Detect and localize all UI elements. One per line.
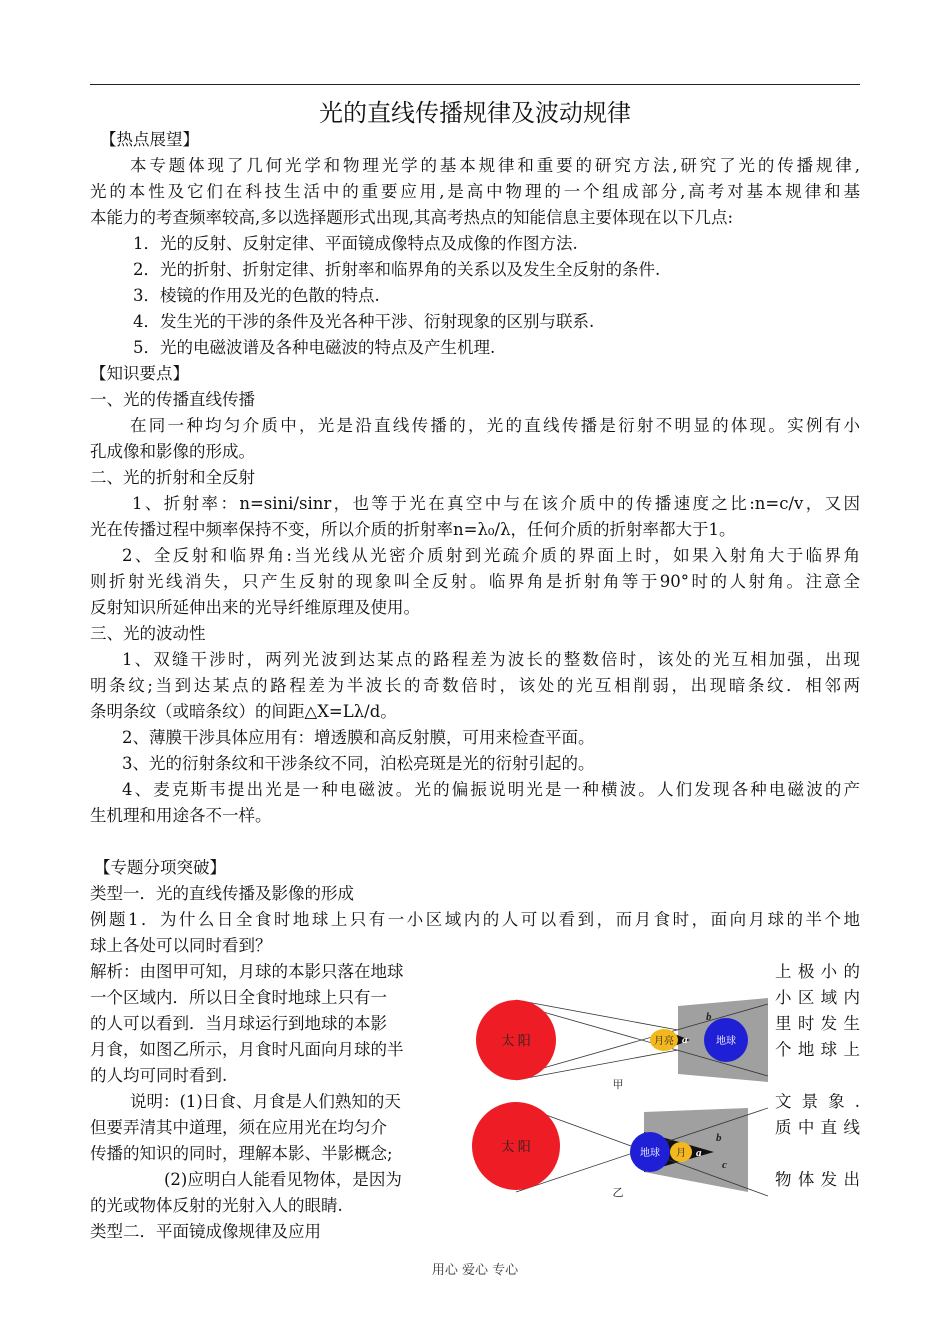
label-a: a (696, 1147, 702, 1159)
caption-jia: 甲 (612, 1079, 624, 1091)
analysis-line: 月食，如图乙所示，月食时凡面向月球的半 (90, 1040, 404, 1059)
note-line-right: 质中直线 (775, 1118, 860, 1137)
note-line: 说明：(1)日食、月食是人们熟知的天 (130, 1092, 401, 1111)
eclipse-figure (468, 996, 768, 1206)
analysis-line: 一个区域内．所以日全食时地球上只有一 (90, 988, 387, 1007)
label-b: b (716, 1132, 722, 1144)
paragraph-line: 3、光的衍射条纹和干涉条纹不同，泊松亮斑是光的衍射引起的。 (122, 754, 595, 773)
solar-eclipse-diagram (476, 998, 768, 1091)
sun-label: 太 阳 (501, 1139, 531, 1154)
sun-label: 太 阳 (501, 1033, 531, 1048)
paragraph-line: 1、双缝干涉时，两列光波到达某点的路程差为波长的整数倍时，该处的光互相加强，出现 (122, 650, 860, 669)
note-line: 但要弄清其中道理，须在应用光在均匀介 (90, 1118, 387, 1137)
paragraph-line: 则折射光线消失，只产生反射的现象叫全反射。临界角是折射角等于90°时的人射角。注意全 (90, 572, 860, 591)
paragraph-line: 2、薄膜干涉具体应用有：增透膜和高反射膜，可用来检查平面。 (122, 728, 595, 747)
label-b: b (706, 1011, 712, 1023)
header-rule (90, 84, 860, 85)
hotspot-point: 1．光的反射、反射定律、平面镜成像特点及成像的作图方法. (133, 234, 578, 253)
paragraph-line: 明条纹;当到达某点的路程差为半波长的奇数倍时，该处的光互相削弱，出现暗条纹．相邻两 (90, 676, 860, 695)
page-title: 光的直线传播规律及波动规律 (319, 99, 631, 127)
type-title: 类型一．光的直线传播及影像的形成 (90, 884, 354, 903)
analysis-line-right: 个地球上 (775, 1040, 860, 1059)
caption-yi: 乙 (612, 1187, 624, 1199)
analysis-line-right: 小区域内 (775, 988, 860, 1007)
analysis-line: 的人均可同时看到. (90, 1066, 228, 1085)
note-line-right: 文景象. (775, 1092, 860, 1111)
hotspot-intro-line: 本能力的考查频率较高,多以选择题形式出现,其高考热点的知能信息主要体现在以下几点: (90, 208, 734, 227)
paragraph-line: 反射知识所延伸出来的光导纤维原理及使用。 (90, 598, 420, 617)
moon-label: 月亮 (654, 1036, 674, 1047)
hotspot-point: 5．光的电磁波谱及各种电磁波的特点及产生机理. (133, 338, 496, 357)
note-line-right: 物体发出 (775, 1170, 860, 1189)
lunar-eclipse-diagram (472, 1102, 768, 1199)
paragraph-line: 条明条纹（或暗条纹）的间距△X=Lλ/d。 (90, 702, 397, 721)
example-line: 球上各处可以同时看到？ (90, 936, 272, 955)
section-title: 二、光的折射和全反射 (90, 468, 255, 487)
section-title: 三、光的波动性 (90, 624, 206, 643)
note-line: 的光或物体反射的光射入人的眼睛. (90, 1196, 343, 1215)
paragraph-line: 1、折射率：n=sini/sinr，也等于光在真空中与在该介质中的传播速度之比:n=c/v，又因 (132, 494, 860, 513)
analysis-line-right: 里时发生 (775, 1014, 860, 1033)
analysis-line: 的人可以看到．当月球运行到地球的本影 (90, 1014, 387, 1033)
hotspot-point: 2．光的折射、折射定律、折射率和临界角的关系以及发生全反射的条件. (133, 260, 661, 279)
paragraph-line: 光在传播过程中频率保持不变，所以介质的折射率n=λ₀/λ，任何介质的折射率都大于1。 (90, 520, 736, 539)
section-title: 一、光的传播直线传播 (90, 390, 255, 409)
note-line: 传播的知识的同时，理解本影、半影概念; (90, 1144, 393, 1163)
earth-label: 地球 (640, 1148, 660, 1159)
paragraph-line: 2、全反射和临界角:当光线从光密介质射到光疏介质的界面上时，如果入射角大于临界角 (122, 546, 860, 565)
moon-label: 月 (676, 1148, 686, 1159)
paragraph-line: 生机理和用途各不一样。 (90, 806, 272, 825)
paragraph-line: 4、麦克斯韦提出光是一种电磁波。光的偏振说明光是一种横波。人们发现各种电磁波的产 (122, 780, 860, 799)
hotspot-point: 3．棱镜的作用及光的色散的特点. (133, 286, 380, 305)
earth-label: 地球 (716, 1036, 736, 1047)
page-footer: 用心 爱心 专心 (431, 1263, 519, 1278)
hotspot-heading: 【热点展望】 (100, 130, 199, 149)
analysis-line: 解析：由图甲可知，月球的本影只落在地球 (90, 962, 404, 981)
type-title: 类型二．平面镜成像规律及应用 (90, 1222, 321, 1241)
note-line: (2)应明白人能看见物体，是因为 (164, 1170, 402, 1189)
paragraph-line: 在同一种均匀介质中，光是沿直线传播的，光的直线传播是衍射不明显的体现。实例有小 (130, 416, 860, 435)
knowledge-heading: 【知识要点】 (90, 364, 189, 383)
hotspot-intro-line: 光的本性及它们在科技生活中的重要应用,是高中物理的一个组成部分,高考对基本规律和基 (90, 182, 860, 201)
analysis-line-right: 上极小的 (775, 962, 860, 981)
hotspot-intro-line: 本专题体现了几何光学和物理光学的基本规律和重要的研究方法,研究了光的传播规律, (130, 156, 860, 175)
label-a: a (682, 1034, 688, 1046)
paragraph-line: 孔成像和影像的形成。 (90, 442, 255, 461)
example-line: 例题1．为什么日全食时地球上只有一小区域内的人可以看到，而月食时，面向月球的半个地 (90, 910, 860, 929)
breakthrough-heading: 【专题分项突破】 (94, 858, 226, 877)
label-c: c (722, 1159, 727, 1171)
hotspot-point: 4．发生光的干涉的条件及光各种干涉、衍射现象的区别与联系. (133, 312, 595, 331)
